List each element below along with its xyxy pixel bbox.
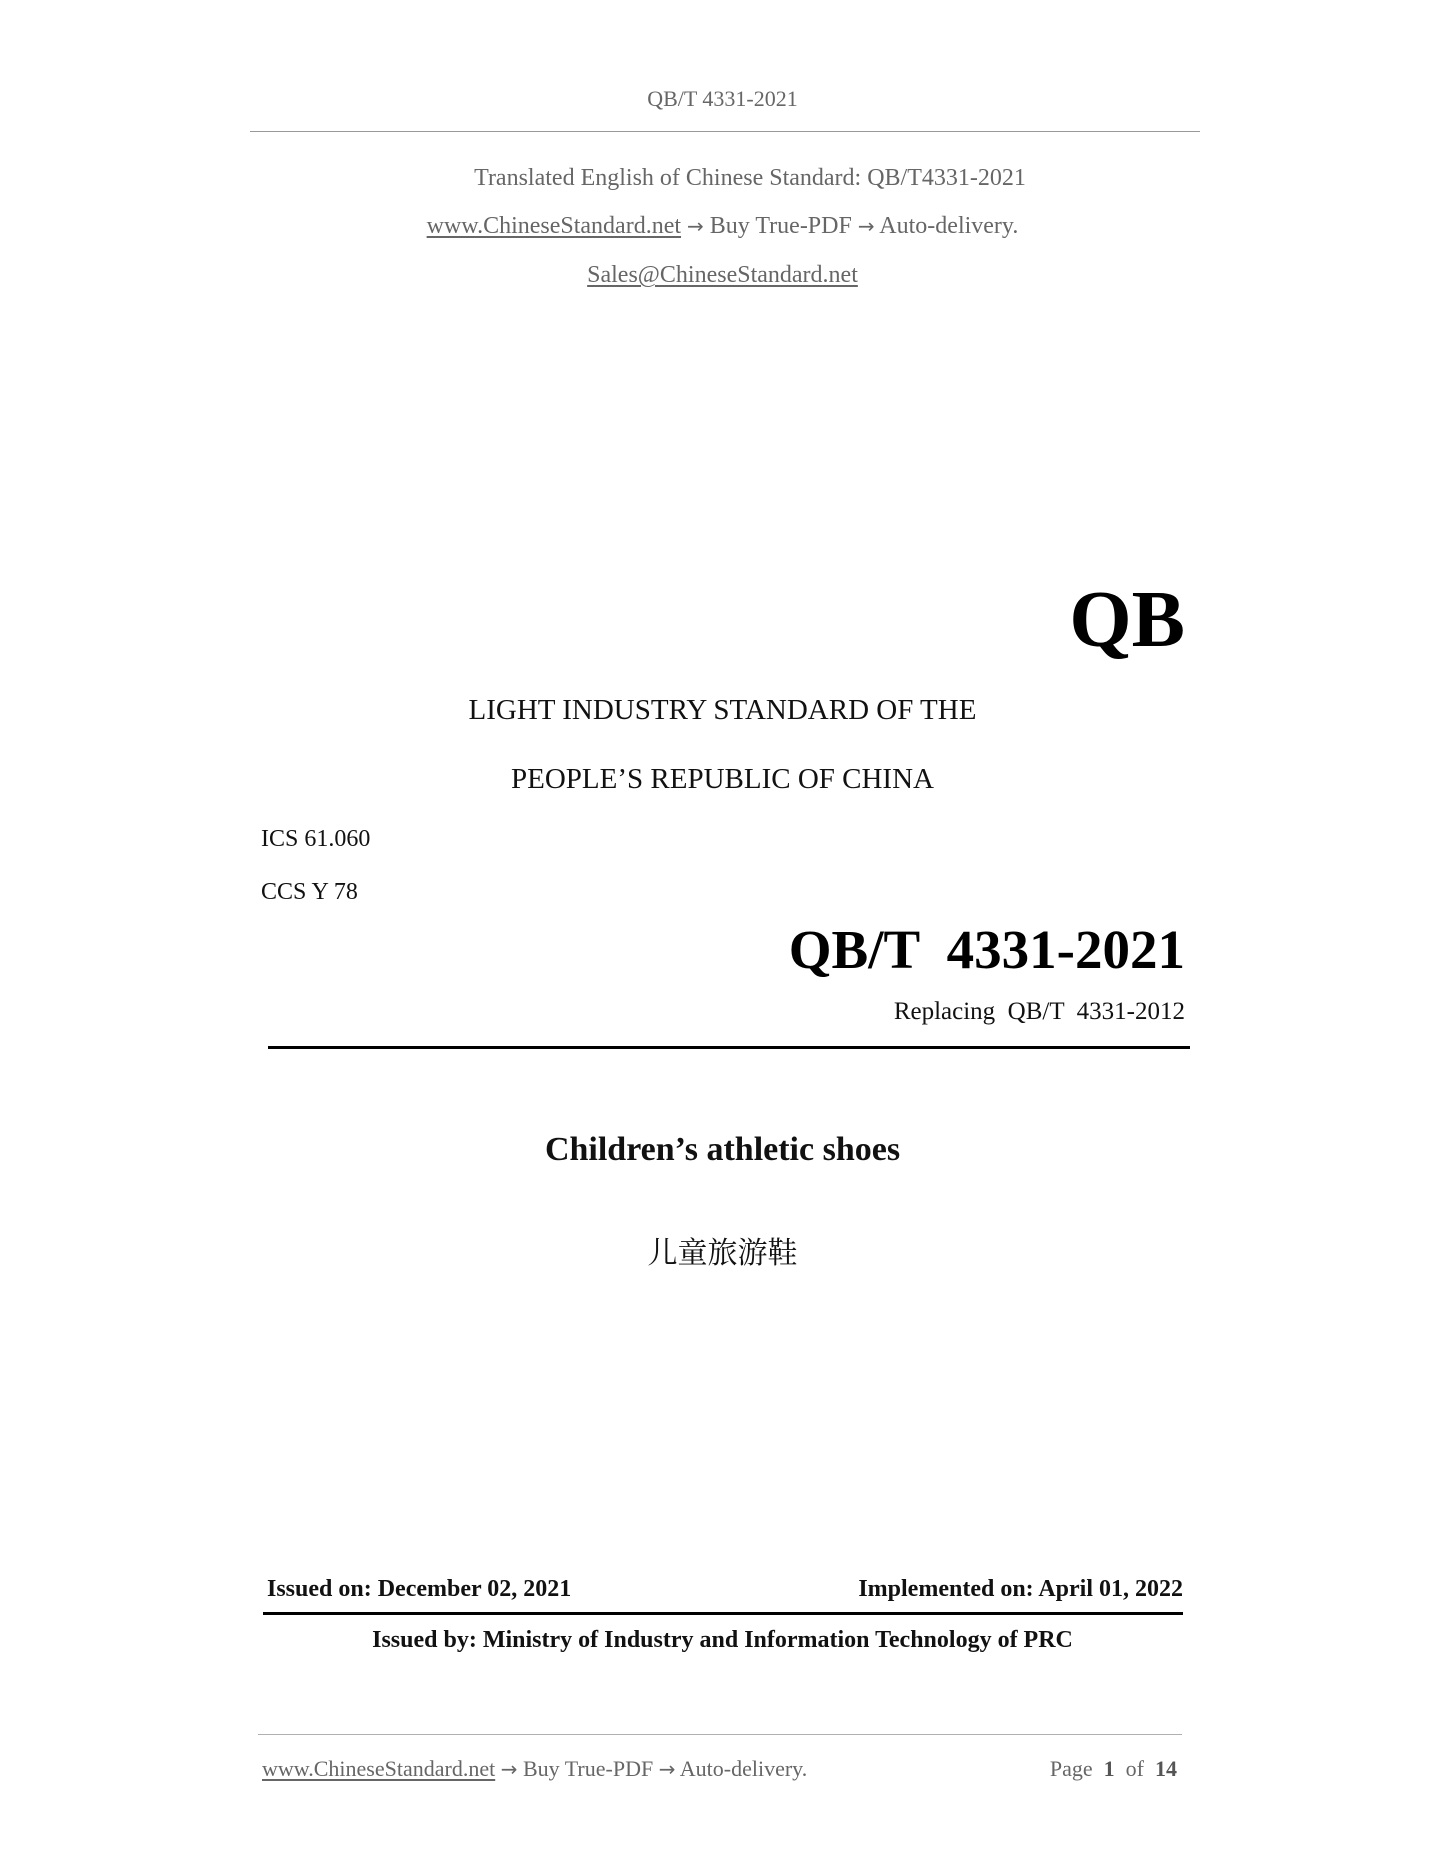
footer-buy-label: Buy True-PDF (522, 1756, 654, 1781)
footer-promo (262, 1756, 807, 1782)
standard-type-line2: PEOPLE’S REPUBLIC OF CHINA (511, 763, 934, 795)
standard-number: QB/T 4331-2021 (788, 919, 1185, 980)
ccs-code: CCS Y 78 (261, 879, 358, 905)
implemented-on-date: Implemented on: April 01, 2022 (858, 1576, 1183, 1602)
page-current: 1 (1103, 1756, 1115, 1781)
promo-line (0, 213, 1445, 240)
page-label: Page (1049, 1756, 1093, 1781)
title-divider (268, 1046, 1190, 1049)
issued-on-date: Issued on: December 02, 2021 (267, 1576, 572, 1602)
issuing-authority: Issued by: Ministry of Industry and Information Technology of PRC (372, 1627, 1073, 1653)
arrow-right-icon: → (658, 1757, 676, 1781)
standard-type-line1: LIGHT INDUSTRY STANDARD OF THE (468, 694, 977, 726)
document-title: Children’s athletic shoes (544, 1131, 901, 1168)
buy-label: Buy True-PDF (709, 213, 852, 239)
footer-divider (258, 1734, 1182, 1735)
arrow-right-icon: → (857, 214, 875, 238)
document-title-chinese: 儿童旅游鞋 (647, 1236, 798, 1271)
replacing-standard: Replacing QB/T 4331-2012 (893, 998, 1185, 1025)
page-total: 14 (1155, 1756, 1177, 1781)
sales-line (0, 262, 1445, 289)
delivery-label: Auto-delivery. (879, 213, 1019, 239)
page-indicator (1050, 1756, 1177, 1782)
arrow-right-icon: → (500, 1757, 518, 1781)
issue-divider (263, 1612, 1183, 1615)
running-header: QB/T 4331-2021 (647, 86, 798, 111)
footer-site-link[interactable]: www.ChineseStandard.net (262, 1756, 496, 1781)
footer-delivery-label: Auto-delivery. (679, 1756, 808, 1781)
translated-label: Translated English of Chinese Standard: QB/T4331-2021 (474, 165, 1026, 191)
ics-code: ICS 61.060 (261, 826, 371, 852)
header-divider (250, 131, 1200, 132)
standard-mark: QB (1069, 576, 1185, 664)
site-link[interactable]: www.ChineseStandard.net (426, 213, 682, 239)
sales-email-link[interactable]: Sales@ChineseStandard.net (587, 262, 858, 288)
page-of: of (1125, 1756, 1144, 1781)
arrow-right-icon: → (687, 214, 704, 238)
